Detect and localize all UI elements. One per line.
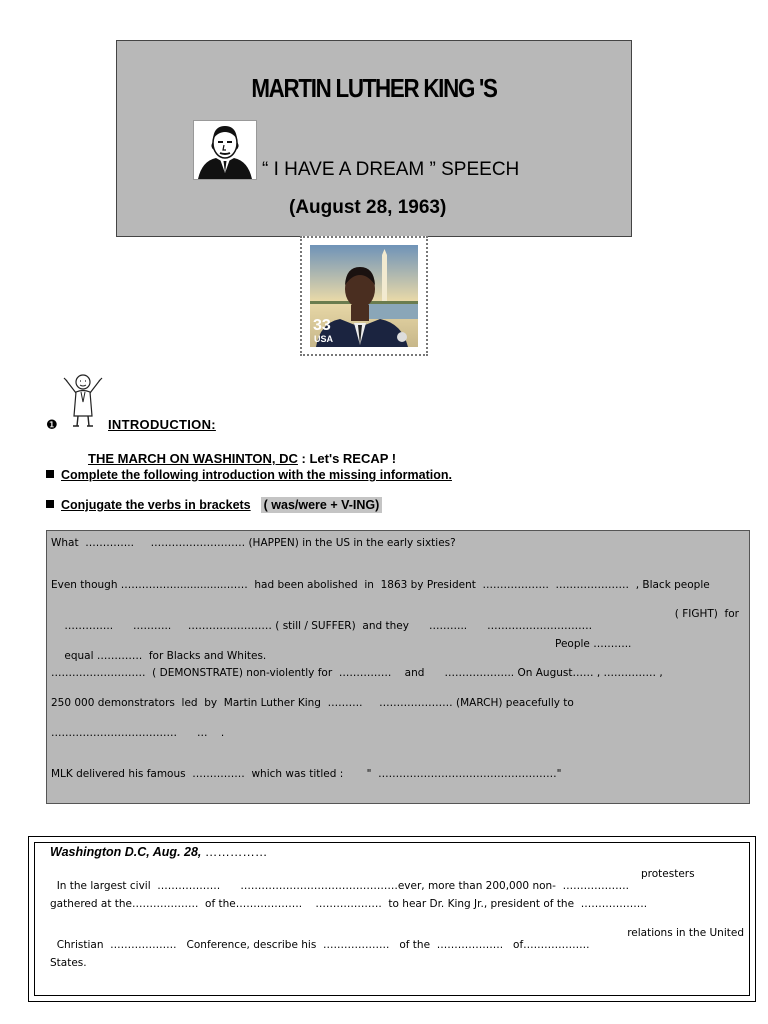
news-line-part: protesters: [641, 868, 695, 880]
exercise-line: ……………………………… … .: [51, 727, 225, 739]
exercise-line-part: ………….. ……….. …………………… ( still / SUFFER) and they ……….. …………………………: [64, 620, 593, 632]
postage-stamp: [300, 236, 428, 356]
exercise-box: [46, 530, 750, 804]
news-frame-inner: [34, 842, 750, 996]
verb-hint-badge: ( was/were + V-ING): [261, 497, 383, 513]
exercise-line-part: People ………..: [555, 638, 632, 650]
speech-date: (August 28, 1963): [289, 197, 447, 218]
recap-label: : Let's RECAP !: [297, 451, 397, 466]
section-number: ❶: [46, 418, 58, 433]
news-line-part: relations in the United: [627, 927, 744, 939]
square-bullet-icon: [46, 470, 54, 478]
news-line-part: Christian ………………. Conference, describe his ………………. of the ………………. of……………….: [56, 939, 590, 951]
mlk-portrait-image: [193, 120, 257, 180]
news-line: gathered at the………………. of the………………. ………………. to hear Dr. King Jr., president of the ……………….: [50, 898, 648, 910]
exercise-line-part: ( FIGHT) for: [674, 608, 739, 620]
news-line-part: In the largest civil ……………… ………………………………………ever, more than 200,000 non- ……………….: [56, 880, 629, 892]
stamp-value: 33: [313, 317, 331, 334]
cartoon-figure-image: [60, 372, 106, 428]
exercise-line: Even though ……………................…… had been abolished in 1863 by President ………………. ………………… , Black people: [51, 579, 710, 591]
section-heading: INTRODUCTION:: [108, 417, 216, 432]
exercise-line: MLK delivered his famous …………… which was titled : " ……………………………………………": [51, 768, 562, 780]
news-dateline-text: Washington D.C, Aug. 28,: [50, 845, 202, 859]
news-dateline-blank: ……………: [201, 845, 268, 859]
title-banner: [116, 40, 632, 237]
exercise-line: 250 000 demonstrators led by Martin Luther King ………. ………………… (MARCH) peacefully to: [51, 697, 574, 709]
march-title: THE MARCH ON WASHINTON, DC: [88, 451, 298, 466]
task-complete-instruction: [46, 468, 452, 482]
exercise-line: ……………………… ( DEMONSTRATE) non-violently for …………… and ……………….. On August…… , …………… ,: [51, 667, 663, 679]
march-subheading: [88, 451, 396, 466]
task-conjugate-instruction: [46, 498, 382, 512]
page-title: MARTIN LUTHER KING 'S: [251, 73, 497, 103]
task2-text: Conjugate the verbs in brackets: [61, 498, 251, 512]
news-line: [50, 868, 744, 892]
square-bullet-icon: [46, 500, 54, 508]
task1-text: Complete the following introduction with the missing information.: [61, 468, 452, 482]
speech-title: “ I HAVE A DREAM ” SPEECH: [262, 159, 520, 180]
news-line: States.: [50, 957, 87, 969]
stamp-country: USA: [314, 334, 334, 344]
news-dateline: [50, 845, 267, 859]
exercise-line: What ………….. ……………………… (HAPPEN) in the US in the early sixties?: [51, 537, 456, 549]
exercise-line-part: equal …………. for Blacks and Whites.: [64, 650, 267, 662]
news-line: [50, 927, 744, 951]
